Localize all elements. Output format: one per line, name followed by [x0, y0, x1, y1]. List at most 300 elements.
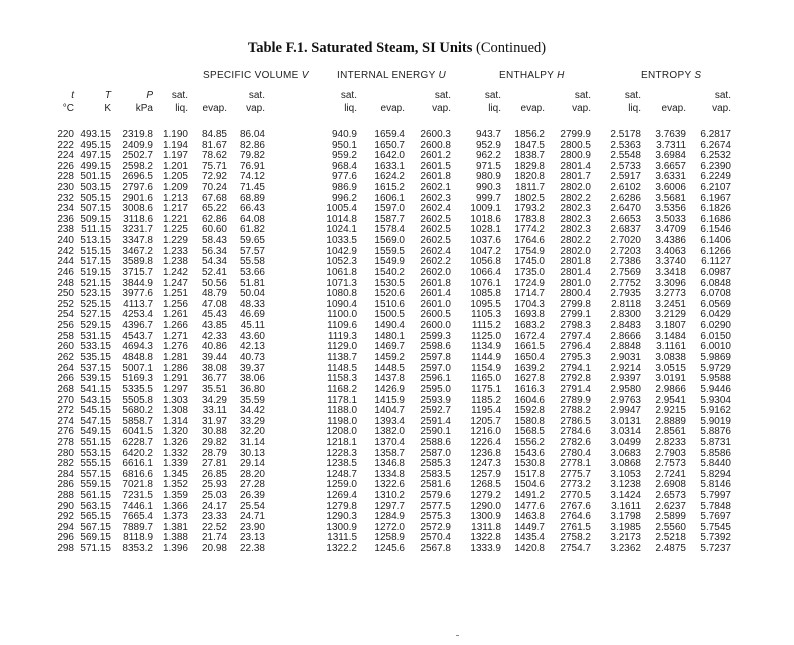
table-cell: 2.8889 [655, 415, 686, 427]
table-cell: 2.6237 [655, 500, 686, 512]
row-group [0, 342, 794, 397]
table-cell: 1228.3 [326, 447, 357, 459]
table-cell: 3.0499 [610, 436, 641, 448]
table-cell: 5.9304 [700, 394, 731, 406]
table-cell: 1.261 [162, 309, 188, 321]
table-cell: 1018.6 [470, 213, 501, 225]
table-cell: 1056.8 [470, 256, 501, 268]
table-cell: 2601.0 [420, 298, 451, 310]
table-cell: 246 [57, 266, 74, 278]
table-cell: 523.15 [80, 288, 111, 300]
table-cell: 3.1611 [611, 500, 641, 512]
table-cell: 3.2362 [610, 543, 641, 555]
table-cell: 1.197 [162, 150, 188, 162]
table-cell: 1724.9 [514, 277, 545, 289]
table-cell: 1095.5 [470, 298, 501, 310]
table-cell: 6.0429 [700, 309, 731, 321]
table-cell: 2596.1 [420, 373, 451, 385]
table-cell: 1.281 [162, 351, 188, 363]
table-cell: 1.303 [162, 394, 188, 406]
table-cell: 230 [57, 182, 74, 194]
table-cell: 557.15 [80, 468, 111, 480]
table-cell: 280 [57, 447, 74, 459]
table-cell: 30.88 [201, 426, 227, 438]
table-cell: 60.60 [201, 224, 227, 236]
table-cell: 278 [57, 436, 74, 448]
table-cell: 71.45 [239, 182, 265, 194]
table-cell: 1257.9 [470, 468, 501, 480]
table-cell: 6.1967 [700, 192, 731, 204]
table-cell: 1080.8 [326, 288, 357, 300]
table-cell: 3231.7 [122, 224, 153, 236]
table-cell: 2799.8 [560, 298, 591, 310]
table-cell: 1.381 [162, 521, 188, 533]
table-cell: 1322.6 [374, 479, 405, 491]
table-cell: 1606.1 [374, 192, 405, 204]
table-cell: 82.86 [239, 139, 265, 151]
table-cell: 2601.8 [420, 277, 451, 289]
table-cell: 2758.2 [560, 532, 591, 544]
table-cell: 236 [57, 213, 74, 225]
table-cell: 270 [57, 394, 74, 406]
table-cell: 6.1266 [700, 245, 731, 257]
table-cell: 511.15 [81, 224, 111, 236]
table-cell: 1415.9 [374, 394, 405, 406]
table-cell: 3.1807 [655, 320, 686, 332]
table-cell: 1480.1 [374, 330, 405, 342]
table-cell: 1500.5 [374, 309, 405, 321]
table-cell: 3.7639 [655, 129, 686, 140]
table-cell: 1568.5 [514, 426, 545, 438]
table-cell: 1615.2 [374, 182, 405, 194]
table-cell: 3.1238 [610, 479, 641, 491]
table-cell: 2.8483 [610, 320, 641, 332]
table-cell: 551.15 [80, 436, 111, 448]
row-group [0, 502, 794, 557]
table-cell: 39.44 [201, 351, 227, 363]
table-cell: 2600.0 [420, 320, 451, 332]
table-cell: 53.66 [239, 266, 265, 278]
table-cell: 6.0708 [700, 288, 731, 300]
table-cell: 517.15 [80, 256, 111, 268]
table-cell: 569.15 [80, 532, 111, 544]
table-cell: 6.2249 [700, 171, 731, 183]
table-cell: 256 [57, 320, 74, 332]
table-cell: 1205.7 [470, 415, 501, 427]
table-cell: 4694.3 [122, 341, 153, 353]
table-cell: 2775.7 [560, 468, 591, 480]
table-cell: 521.15 [80, 277, 111, 289]
table-cell: 27.28 [239, 479, 265, 491]
table-cell: 3.5681 [655, 192, 686, 204]
table-cell: 2585.3 [420, 458, 451, 470]
table-cell: 1.238 [162, 256, 188, 268]
table-cell: 240 [57, 235, 74, 247]
table-cell: 26.39 [239, 489, 265, 501]
table-cell: 1754.9 [514, 245, 545, 257]
table-cell: 6420.2 [122, 447, 153, 459]
table-cell: 3118.6 [123, 213, 153, 225]
table-cell: 45.43 [201, 309, 227, 321]
table-cell: 2696.5 [122, 171, 153, 183]
row-group [0, 236, 794, 291]
table-cell: 8353.2 [122, 543, 153, 555]
table-cell: 1549.9 [374, 256, 405, 268]
table-cell: 2409.9 [122, 139, 153, 151]
table-cell: 977.6 [331, 171, 357, 183]
table-cell: 1.201 [162, 160, 188, 172]
table-cell: 3.1985 [610, 521, 641, 533]
column-header-top: sat. [714, 90, 731, 101]
table-cell: 72.92 [201, 171, 227, 183]
column-header-bottom: liq. [175, 103, 188, 114]
table-cell: 2.9031 [610, 351, 641, 363]
table-cell: 2598.6 [420, 341, 451, 353]
table-cell: 2802.0 [560, 245, 591, 257]
table-cell: 1.266 [162, 320, 188, 332]
table-cell: 5.8146 [700, 479, 731, 491]
table-cell: 527.15 [80, 309, 111, 321]
table-cell: 533.15 [80, 341, 111, 353]
table-cell: 1420.8 [514, 543, 545, 555]
table-cell: 1175.1 [471, 383, 501, 395]
table-cell: 59.65 [239, 235, 265, 247]
table-cell: 6.1127 [701, 256, 731, 268]
table-cell: 2579.6 [420, 489, 451, 501]
table-cell: 40.86 [201, 341, 227, 353]
table-cell: 222 [57, 139, 74, 151]
table-cell: 2502.7 [122, 150, 153, 162]
table-cell: 248 [57, 277, 74, 289]
table-cell: 29.82 [201, 436, 227, 448]
table-cell: 5.9446 [700, 383, 731, 395]
table-cell: 7665.4 [122, 511, 153, 523]
table-cell: 1659.4 [374, 129, 405, 140]
column-header-top: T [104, 90, 111, 101]
table-cell: 290 [57, 500, 74, 512]
table-cell: 1559.5 [374, 245, 405, 257]
table-cell: 50.56 [201, 277, 227, 289]
table-cell: 1.352 [162, 479, 188, 491]
table-cell: 1783.8 [514, 213, 545, 225]
table-cell: 2593.9 [420, 394, 451, 406]
table-cell: 2.5560 [655, 521, 686, 533]
table-cell: 38.06 [239, 373, 265, 385]
table-cell: 7021.8 [122, 479, 153, 491]
table-cell: 70.24 [201, 182, 227, 194]
table-cell: 45.11 [240, 320, 265, 332]
table-cell: 1.286 [162, 362, 188, 374]
table-cell: 35.59 [239, 394, 265, 406]
table-cell: 2802.0 [560, 182, 591, 194]
table-cell: 555.15 [80, 458, 111, 470]
table-cell: 1168.2 [327, 383, 357, 395]
table-cell: 5.7545 [700, 521, 731, 533]
table-cell: 1268.5 [470, 479, 501, 491]
table-cell: 76.91 [239, 160, 265, 172]
table-cell: 1633.1 [374, 160, 405, 172]
table-cell: 2791.4 [560, 383, 591, 395]
table-cell: 1334.8 [374, 468, 405, 480]
table-cell: 26.85 [201, 468, 227, 480]
table-cell: 1238.5 [326, 458, 357, 470]
table-cell: 22.52 [201, 521, 227, 533]
column-header-top: sat. [434, 90, 451, 101]
table-cell: 2797.4 [560, 330, 591, 342]
table-cell: 2.6573 [655, 489, 686, 501]
table-cell: 2801.4 [560, 160, 591, 172]
table-cell: 2602.5 [420, 224, 451, 236]
table-cell: 1198.0 [327, 415, 357, 427]
table-cell: 28.79 [201, 447, 227, 459]
table-cell: 39.37 [239, 362, 265, 374]
table-cell: 3.0683 [610, 447, 641, 459]
table-cell: 3.1161 [656, 341, 686, 353]
table-cell: 50.04 [239, 288, 265, 300]
table-cell: 1463.8 [514, 511, 545, 523]
table-cell: 38.08 [201, 362, 227, 374]
table-cell: 3.3740 [655, 256, 686, 268]
table-cell: 1661.5 [514, 341, 545, 353]
table-cell: 1543.6 [514, 447, 545, 459]
table-cell: 250 [57, 288, 74, 300]
table-cell: 2.9580 [610, 383, 641, 395]
table-cell: 1.217 [162, 203, 188, 215]
table-cell: 3.0868 [610, 458, 641, 470]
table-cell: 2602.0 [420, 266, 451, 278]
row-group [0, 289, 794, 344]
table-cell: 529.15 [80, 320, 111, 332]
table-cell: 232 [57, 192, 74, 204]
table-cell: 5.7848 [700, 500, 731, 512]
table-cell: 1448.5 [374, 362, 405, 374]
table-cell: 1272.0 [374, 521, 405, 533]
table-cell: 553.15 [80, 447, 111, 459]
table-cell: 55.58 [239, 256, 265, 268]
table-cell: 1802.5 [514, 192, 545, 204]
table-cell: 2.6286 [610, 192, 641, 204]
table-cell: 224 [57, 150, 74, 162]
table-cell: 1033.5 [326, 235, 357, 247]
table-cell: 48.79 [201, 288, 227, 300]
table-cell: 503.15 [80, 182, 111, 194]
table-cell: 1284.9 [374, 511, 405, 523]
column-header-bottom: K [104, 103, 111, 114]
table-cell: 2.5899 [655, 511, 686, 523]
table-cell: 2789.9 [560, 394, 591, 406]
table-cell: 5.7697 [700, 511, 731, 523]
table-cell: 3.5033 [655, 213, 686, 225]
table-cell: 3.3096 [655, 277, 686, 289]
table-cell: 6.0848 [700, 277, 731, 289]
table-cell: 2.6837 [610, 224, 641, 236]
table-cell: 940.9 [331, 129, 357, 140]
table-cell: 1.229 [162, 235, 188, 247]
table-cell: 2780.4 [560, 447, 591, 459]
table-cell: 43.85 [201, 320, 227, 332]
table-cell: 1218.1 [326, 436, 357, 448]
table-cell: 30.13 [239, 447, 265, 459]
table-cell: 1735.0 [514, 266, 545, 278]
table-cell: 525.15 [80, 298, 111, 310]
table-cell: 2802.2 [560, 235, 591, 247]
table-cell: 1.326 [162, 436, 188, 448]
table-cell: 5.9019 [700, 415, 731, 427]
table-cell: 1125.0 [471, 330, 501, 342]
table-cell: 1.242 [162, 266, 188, 278]
table-cell: 1.320 [162, 426, 188, 438]
table-cell: 25.93 [201, 479, 227, 491]
row-group [0, 396, 794, 451]
table-cell: 943.7 [475, 129, 501, 140]
table-cell: 2.7020 [610, 235, 641, 247]
table-cell: 6.0010 [700, 341, 731, 353]
table-cell: 2801.7 [560, 171, 591, 183]
table-cell: 2602.4 [420, 245, 451, 257]
table-cell: 1258.9 [374, 532, 405, 544]
table-cell: 1.396 [162, 543, 188, 555]
table-cell: 2600.5 [420, 309, 451, 321]
table-cell: 1578.4 [374, 224, 405, 236]
table-cell: 962.2 [475, 150, 501, 162]
table-cell: 1829.8 [514, 160, 545, 172]
table-cell: 1134.9 [471, 341, 501, 353]
table-cell: 3.2773 [655, 288, 686, 300]
table-cell: 25.54 [239, 500, 265, 512]
table-cell: 1185.2 [471, 394, 501, 406]
table-cell: 1090.4 [326, 298, 357, 310]
table-cell: 1300.9 [470, 511, 501, 523]
table-cell: 1290.0 [470, 500, 501, 512]
table-cell: 1300.9 [326, 521, 357, 533]
table-cell: 1838.7 [514, 150, 545, 162]
table-cell: 1.213 [162, 192, 188, 204]
row-group [0, 130, 794, 185]
table-cell: 1597.0 [374, 203, 405, 215]
table-cell: 22.38 [239, 543, 265, 555]
table-cell: 1811.7 [515, 182, 545, 194]
table-cell: 2.5733 [610, 160, 641, 172]
table-cell: 6.2390 [700, 160, 731, 172]
table-cell: 1226.4 [470, 436, 501, 448]
table-cell: 571.15 [80, 543, 111, 555]
table-cell: 1085.8 [470, 288, 501, 300]
table-cell: 2602.3 [420, 192, 451, 204]
table-cell: 35.51 [201, 383, 227, 395]
table-cell: 3.1053 [610, 468, 641, 480]
table-cell: 505.15 [80, 192, 111, 204]
table-cell: 3.4386 [655, 235, 686, 247]
table-cell: 274 [57, 415, 74, 427]
table-cell: 3.1798 [610, 511, 641, 523]
table-cell: 3.2451 [655, 298, 686, 310]
table-cell: 999.7 [475, 192, 501, 204]
column-header-bottom: vap. [712, 103, 731, 114]
table-cell: 1.276 [162, 341, 188, 353]
table-cell: 2577.5 [420, 500, 451, 512]
table-cell: 547.15 [80, 415, 111, 427]
table-cell: 2.9541 [655, 394, 686, 406]
table-cell: 81.67 [201, 139, 227, 151]
table-cell: 1358.7 [374, 447, 405, 459]
group-header-specific-volume: SPECIFIC VOLUME V [203, 70, 309, 81]
table-cell: 3.6984 [655, 150, 686, 162]
table-cell: 1.194 [162, 139, 188, 151]
table-cell: 5.7392 [700, 532, 731, 544]
table-cell: 34.29 [201, 394, 227, 406]
table-cell: 2592.7 [420, 405, 451, 417]
table-cell: 509.15 [80, 213, 111, 225]
table-cell: 3844.9 [122, 277, 153, 289]
table-cell: 1037.6 [470, 235, 501, 247]
table-cell: 1435.4 [514, 532, 545, 544]
table-cell: 1247.3 [470, 458, 501, 470]
table-cell: 252 [57, 298, 74, 310]
table-cell: 2590.1 [420, 426, 451, 438]
table-cell: 32.20 [239, 426, 265, 438]
table-cell: 2600.8 [420, 139, 451, 151]
table-cell: 62.86 [201, 213, 227, 225]
table-cell: 2601.4 [420, 288, 451, 300]
table-cell: 1009.1 [470, 203, 501, 215]
table-cell: 561.15 [80, 489, 111, 501]
table-cell: 3.2129 [655, 309, 686, 321]
table-cell: 1290.3 [326, 511, 357, 523]
table-cell: 2795.3 [560, 351, 591, 363]
table-cell: 6816.6 [122, 468, 153, 480]
table-cell: 268 [57, 383, 74, 395]
table-cell: 2.8233 [655, 436, 686, 448]
table-cell: 1639.2 [514, 362, 545, 374]
column-header-bottom: evap. [202, 103, 227, 114]
table-cell: 27.81 [201, 458, 227, 470]
table-cell: 1279.2 [470, 489, 501, 501]
column-header-top: sat. [574, 90, 591, 101]
table-cell: 1322.8 [470, 532, 501, 544]
table-cell: 3.0838 [655, 351, 686, 363]
table-cell: 298 [57, 543, 74, 555]
table-cell: 990.3 [475, 182, 501, 194]
table-cell: 2.5917 [610, 171, 641, 183]
table-cell: 1138.7 [327, 351, 357, 363]
table-cell: 3.5356 [655, 203, 686, 215]
table-cell: 1477.6 [514, 500, 545, 512]
table-cell: 2784.6 [560, 426, 591, 438]
table-cell: 2.6908 [655, 479, 686, 491]
table-cell: 46.69 [239, 309, 265, 321]
table-cell: 1311.8 [471, 521, 501, 533]
table-cell: 6.1826 [700, 203, 731, 215]
table-cell: 1.221 [162, 213, 188, 225]
table-cell: 2587.0 [420, 447, 451, 459]
table-cell: 2.7569 [610, 266, 641, 278]
table-cell: 4396.7 [122, 320, 153, 332]
table-cell: 6.0290 [700, 320, 731, 332]
table-cell: 1624.2 [374, 171, 405, 183]
table-cell: 4848.8 [122, 351, 153, 363]
table-cell: 2799.1 [560, 309, 591, 321]
table-cell: 2598.2 [122, 160, 153, 172]
table-cell: 4253.4 [122, 309, 153, 321]
table-cell: 75.71 [201, 160, 227, 172]
table-cell: 65.22 [201, 203, 227, 215]
table-cell: 1604.6 [514, 394, 545, 406]
table-cell: 5.9162 [700, 405, 731, 417]
table-cell: 2597.0 [420, 362, 451, 374]
table-cell: 1066.4 [470, 266, 501, 278]
table-cell: 2788.2 [560, 405, 591, 417]
table-cell: 2.7573 [655, 458, 686, 470]
